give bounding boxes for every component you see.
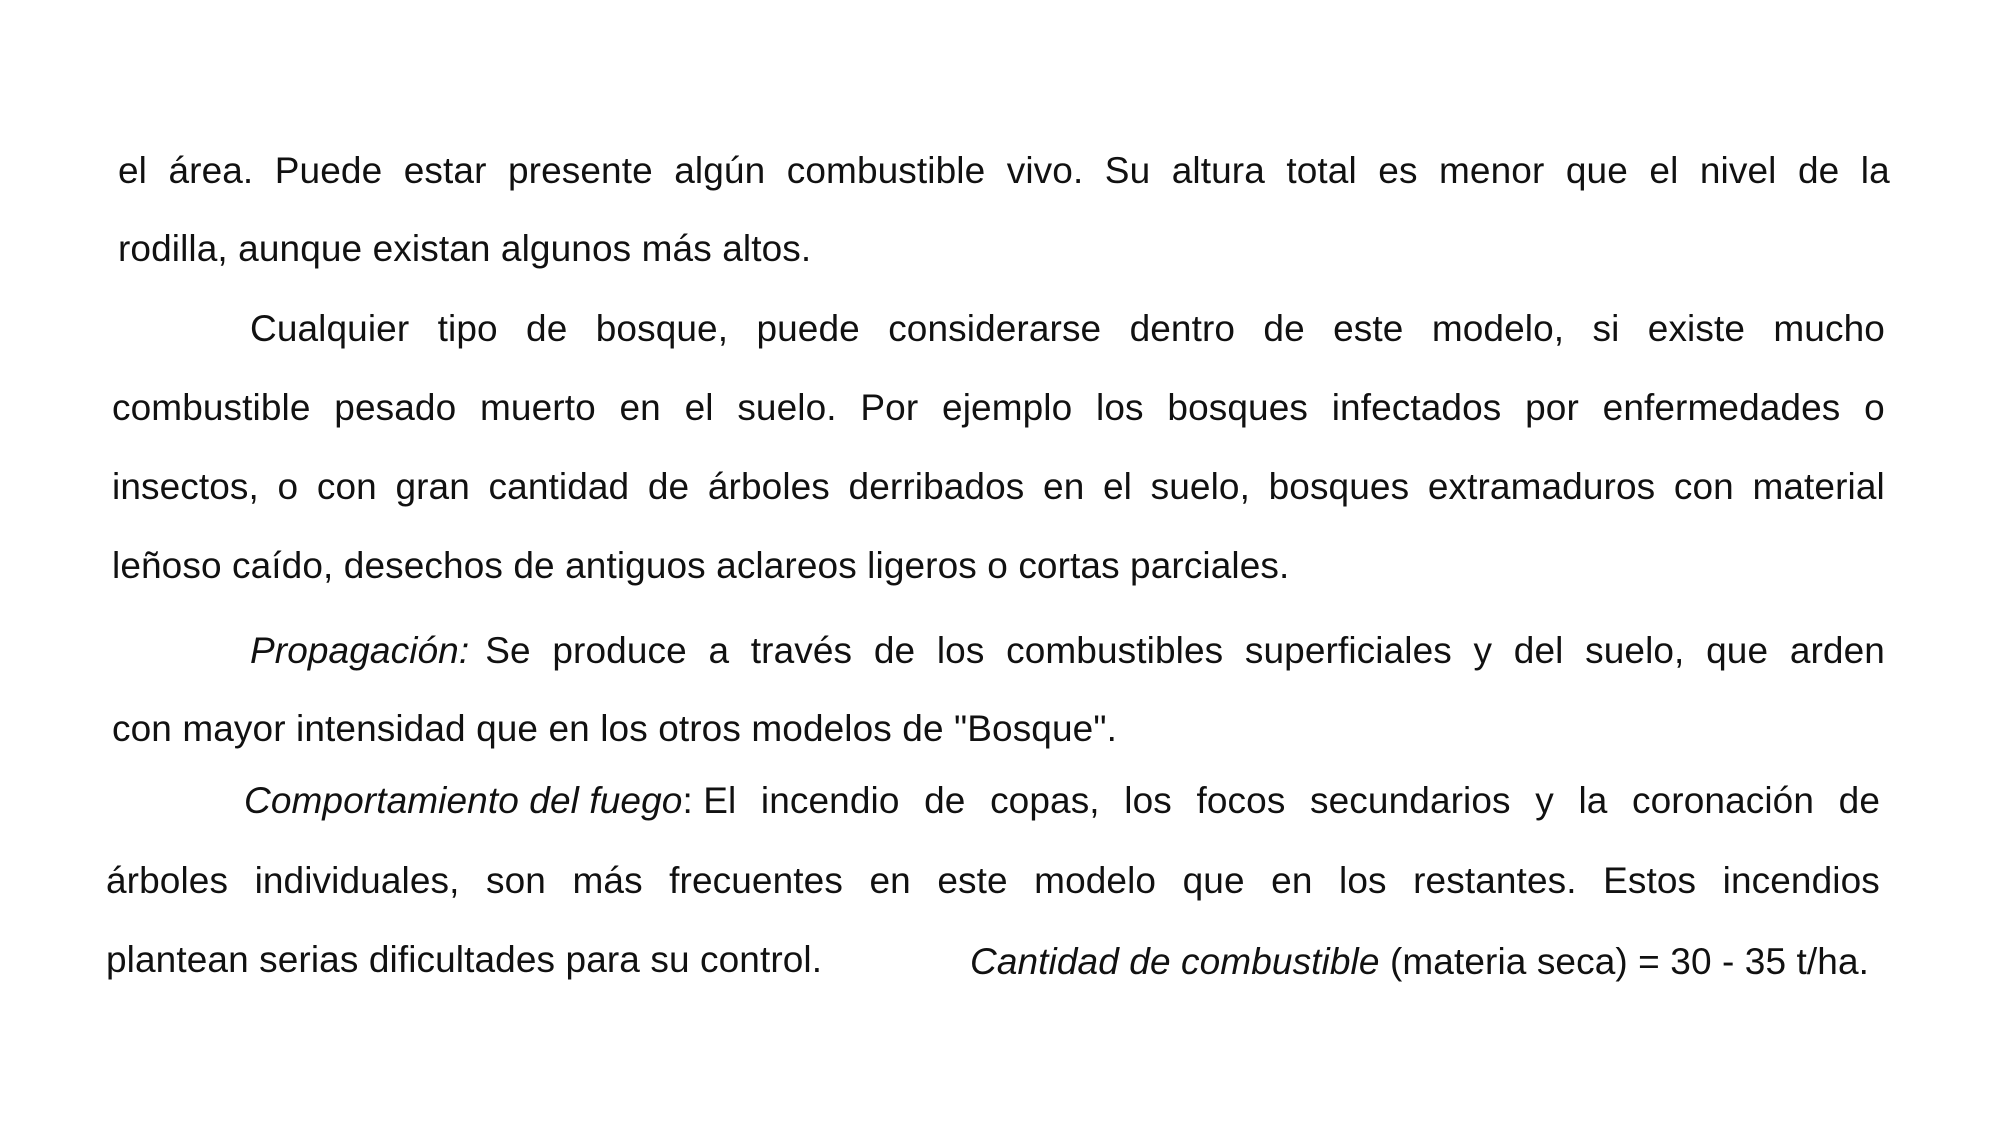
- p3-line2: con mayor intensidad que en los otros modelos de "Bosque".: [112, 708, 1117, 749]
- word: dentro: [1129, 308, 1236, 349]
- p4-line1: [244, 782, 1880, 819]
- word: con: [1673, 466, 1734, 507]
- word: Estos: [1603, 860, 1697, 901]
- word: de: [873, 630, 916, 671]
- word: los: [1339, 860, 1387, 901]
- word: enfermedades: [1602, 387, 1841, 428]
- word: el: [118, 150, 147, 191]
- word: suelo.: [737, 387, 837, 428]
- word: de: [526, 308, 568, 349]
- word: árboles: [707, 466, 830, 507]
- word: en: [869, 860, 911, 901]
- p2-line2: [112, 389, 1885, 426]
- word: por: [1525, 387, 1579, 428]
- word: modelo: [1034, 860, 1157, 901]
- word: la: [1578, 780, 1608, 821]
- word: gran: [395, 466, 470, 507]
- word: combustible: [786, 150, 986, 191]
- p2-line1: [250, 310, 1885, 347]
- word: ejemplo: [942, 387, 1073, 428]
- word: algún: [674, 150, 766, 191]
- word: focos: [1196, 780, 1286, 821]
- word: individuales,: [254, 860, 460, 901]
- word: secundarios: [1310, 780, 1511, 821]
- p3-line1-rest: [485, 632, 1885, 669]
- p4-line2: [106, 862, 1880, 899]
- word: menor: [1439, 150, 1545, 191]
- word: de: [924, 780, 966, 821]
- propagation-label: Propagación:: [250, 630, 470, 671]
- fuel-quantity-label: Cantidad de combustible: [970, 941, 1380, 982]
- word: : El: [682, 780, 737, 821]
- word: infectados: [1331, 387, 1502, 428]
- word: el: [684, 387, 714, 428]
- p2-line4: leñoso caído, desechos de antiguos aclareos ligeros o cortas parciales.: [112, 545, 1290, 586]
- word: son: [486, 860, 546, 901]
- word: los: [1096, 387, 1144, 428]
- word: cantidad: [488, 466, 630, 507]
- word: suelo,: [1150, 466, 1250, 507]
- word: a: [708, 630, 730, 671]
- word: superficiales: [1244, 630, 1452, 671]
- word: en: [1271, 860, 1313, 901]
- word: con: [316, 466, 377, 507]
- word: insectos,: [112, 466, 259, 507]
- word: material: [1752, 466, 1885, 507]
- p1-line2: rodilla, aunque existan algunos más altos.: [118, 228, 812, 269]
- word: puede: [756, 308, 860, 349]
- word: área.: [168, 150, 254, 191]
- word: extramaduros: [1427, 466, 1656, 507]
- word: que: [1182, 860, 1245, 901]
- fuel-quantity-value: (materia seca) = 30 - 35 t/ha.: [1379, 941, 1870, 982]
- word: del: [1513, 630, 1564, 671]
- word: tipo: [437, 308, 498, 349]
- p1-line1: [118, 152, 1890, 189]
- word: suelo,: [1585, 630, 1685, 671]
- word: nivel: [1699, 150, 1777, 191]
- word: produce: [552, 630, 687, 671]
- word: considerarse: [888, 308, 1102, 349]
- word: estar: [403, 150, 487, 191]
- word: Puede: [274, 150, 383, 191]
- word: Por: [860, 387, 919, 428]
- word: en: [1043, 466, 1085, 507]
- word: o: [1864, 387, 1885, 428]
- word: bosques: [1268, 466, 1410, 507]
- word: árboles: [106, 860, 229, 901]
- word: o: [277, 466, 299, 507]
- word: y: [1535, 780, 1554, 821]
- word: en: [619, 387, 661, 428]
- word: mucho: [1773, 308, 1885, 349]
- p3-line1: [250, 632, 1885, 669]
- word: este: [1333, 308, 1404, 349]
- word: vivo.: [1006, 150, 1084, 191]
- word: frecuentes: [669, 860, 843, 901]
- word: arden: [1789, 630, 1885, 671]
- p4-line1-rest: [682, 782, 1880, 819]
- word: que: [1706, 630, 1769, 671]
- word: el: [1649, 150, 1679, 191]
- word: muerto: [480, 387, 596, 428]
- word: existe: [1647, 308, 1746, 349]
- p2-line3: [112, 468, 1885, 505]
- word: total: [1286, 150, 1357, 191]
- word: si: [1592, 308, 1620, 349]
- word: combustible: [112, 387, 311, 428]
- word: Su: [1104, 150, 1151, 191]
- word: incendio: [760, 780, 900, 821]
- word: el: [1103, 466, 1132, 507]
- word: la: [1860, 150, 1890, 191]
- p4-line3: plantean serias dificultades para su control.: [106, 939, 823, 980]
- word: restantes.: [1413, 860, 1577, 901]
- word: Cualquier: [250, 308, 410, 349]
- fire-behavior-label: Comportamiento del fuego: [244, 780, 683, 821]
- word: más: [572, 860, 643, 901]
- word: altura: [1171, 150, 1265, 191]
- word: los: [936, 630, 985, 671]
- word: este: [937, 860, 1008, 901]
- word: bosques: [1167, 387, 1308, 428]
- fuel-quantity: [970, 943, 1869, 980]
- word: bosque,: [595, 308, 729, 349]
- word: pesado: [334, 387, 457, 428]
- word: y: [1473, 630, 1493, 671]
- word: coronación: [1632, 780, 1815, 821]
- word: Se: [485, 630, 531, 671]
- word: de: [1797, 150, 1840, 191]
- word: presente: [507, 150, 653, 191]
- word: que: [1565, 150, 1628, 191]
- word: es: [1378, 150, 1418, 191]
- word: los: [1124, 780, 1172, 821]
- word: través: [750, 630, 853, 671]
- word: copas,: [990, 780, 1100, 821]
- word: derribados: [848, 466, 1025, 507]
- word: combustibles: [1006, 630, 1224, 671]
- word: de: [1263, 308, 1305, 349]
- word: modelo,: [1431, 308, 1565, 349]
- word: incendios: [1722, 860, 1880, 901]
- word: de: [647, 466, 690, 507]
- word: de: [1838, 780, 1880, 821]
